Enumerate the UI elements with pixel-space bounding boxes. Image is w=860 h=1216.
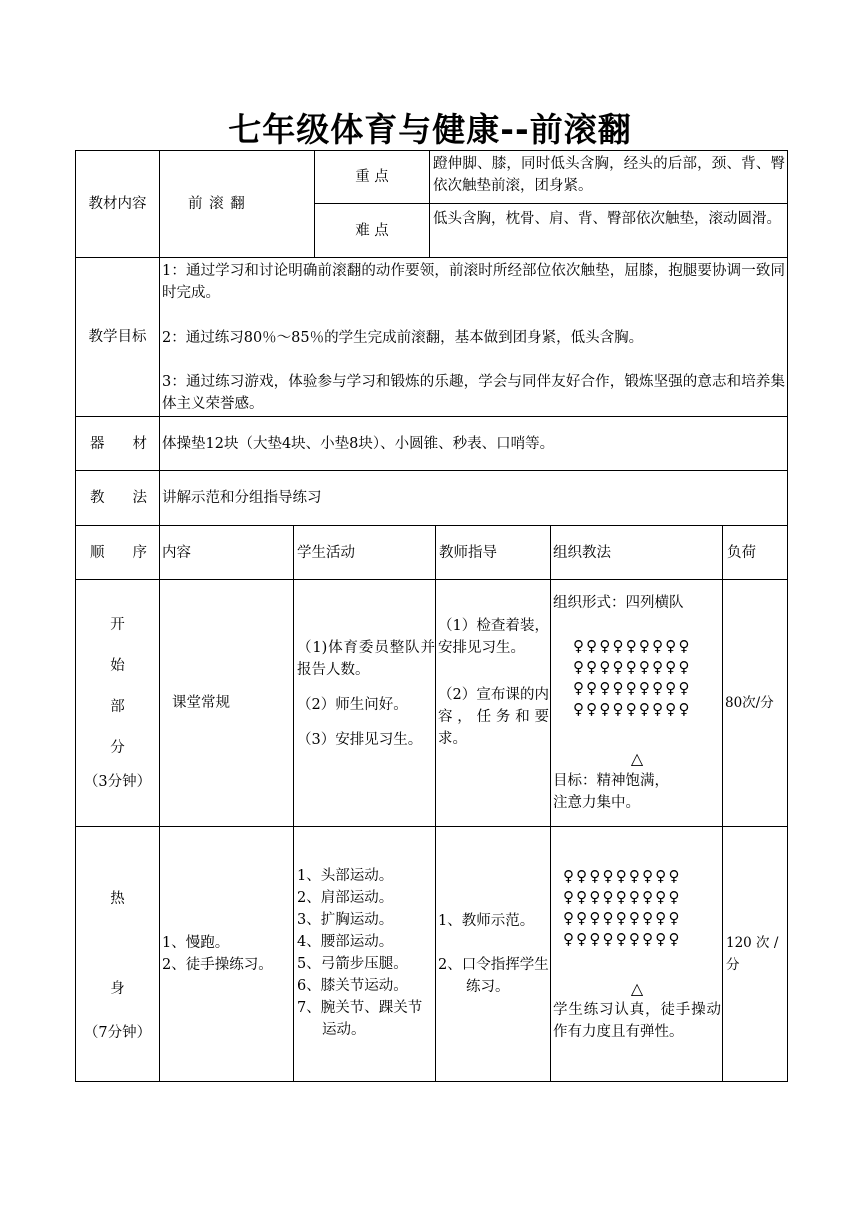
goal-item-3: 3：通过练习游戏，体验参与学习和锻炼的乐趣，学会与同伴友好合作，锻炼坚强的意志和培养集体主义荣誉感。 <box>162 374 785 412</box>
header-teacher: 教师指导 <box>439 544 497 561</box>
formation-row: ♀♀♀♀♀♀♀♀♀ <box>573 679 692 697</box>
section-2-formation <box>563 866 721 950</box>
section-1-duration: （3分钟） <box>83 774 152 790</box>
section-1-content: 课堂常规 <box>172 695 230 711</box>
header-content: 内容 <box>162 544 191 561</box>
section-2-teacher: 1、教师示范。 2、口令指挥学生练习。 <box>438 913 549 995</box>
section-1-phase: 开 始 部 分 <box>110 617 125 756</box>
section-2-student: 1、头部运动。 2、肩部运动。 3、扩胸运动。 4、腰部运动。 5、弓箭步压腿。 6、膝关节运动。 7、腕关节、踝关节运动。 <box>297 868 423 1038</box>
content-label: 教材内容 <box>88 196 147 212</box>
section-2-phase-b: 身 <box>110 981 125 997</box>
equipment-label: 器 材 <box>90 435 147 452</box>
section-2-phase-a: 热 <box>110 891 125 907</box>
section-1-org-title: 组织形式：四列横队 <box>553 595 684 611</box>
difficulty-text: 低头含胸，枕骨、肩、背、臀部依次触垫，滚动圆滑。 <box>433 211 781 227</box>
goals-label: 教学目标 <box>88 329 147 345</box>
equipment-value: 体操垫12块（大垫4块、小垫8块）、小圆锥、秒表、口哨等。 <box>162 435 555 452</box>
section-2-load: 120 次 /分 <box>726 935 779 973</box>
header-order: 顺 序 <box>90 544 147 561</box>
section-1-teacher-mark: △ <box>630 749 644 768</box>
section-2-duration: （7分钟） <box>83 1025 152 1041</box>
section-1-teacher: （1）检查着装，安排见习生。 （2）宣布课的内容，任务和要求。 <box>438 618 549 747</box>
section-1-student: （1)体育委员整队并报告人数。 （2）师生问好。 （3）安排见习生。 <box>297 640 435 748</box>
formation-row: ♀♀♀♀♀♀♀♀♀ <box>573 700 692 718</box>
method-label: 教 法 <box>90 490 147 506</box>
goal-item-1: 1：通过学习和讨论明确前滚翻的动作要领，前滚时所经部位依次触垫，屈膝，抱腿要协调一致同时完成。 <box>162 263 785 301</box>
section-2-content: 1、慢跑。 2、徒手操练习。 <box>162 935 273 973</box>
section-2-org-goal: 学生练习认真，徒手操动作有力度且有弹性。 <box>553 1002 721 1040</box>
page-title: 七年级体育与健康--前滚翻 <box>228 110 632 149</box>
formation-row: ♀♀♀♀♀♀♀♀♀ <box>563 867 682 885</box>
formation-row: ♀♀♀♀♀♀♀♀♀ <box>573 637 692 655</box>
header-organization: 组织教法 <box>553 544 611 561</box>
method-value: 讲解示范和分组指导练习 <box>162 490 322 506</box>
difficulty-label: 难 点 <box>355 222 389 239</box>
key-point-text: 蹬伸脚、膝，同时低头含胸，经头的后部，颈、背、臀依次触垫前滚，团身紧。 <box>433 156 785 194</box>
key-point-label: 重 点 <box>355 169 389 185</box>
header-load: 负荷 <box>727 544 756 561</box>
formation-row: ♀♀♀♀♀♀♀♀♀ <box>573 658 692 676</box>
formation-row: ♀♀♀♀♀♀♀♀♀ <box>563 909 682 927</box>
section-1-org-goal: 目标：精神饱满， 注意力集中。 <box>553 773 669 811</box>
formation-row: ♀♀♀♀♀♀♀♀♀ <box>563 930 682 948</box>
formation-row: ♀♀♀♀♀♀♀♀♀ <box>563 888 682 906</box>
goal-item-2: 2：通过练习80％～85％的学生完成前滚翻，基本做到团身紧，低头含胸。 <box>162 330 644 346</box>
section-2-teacher-mark: △ <box>630 979 644 998</box>
section-1-load: 80次/分 <box>725 695 774 711</box>
section-1-formation <box>573 636 721 720</box>
content-value: 前 滚 翻 <box>188 196 246 212</box>
header-student: 学生活动 <box>297 544 355 561</box>
